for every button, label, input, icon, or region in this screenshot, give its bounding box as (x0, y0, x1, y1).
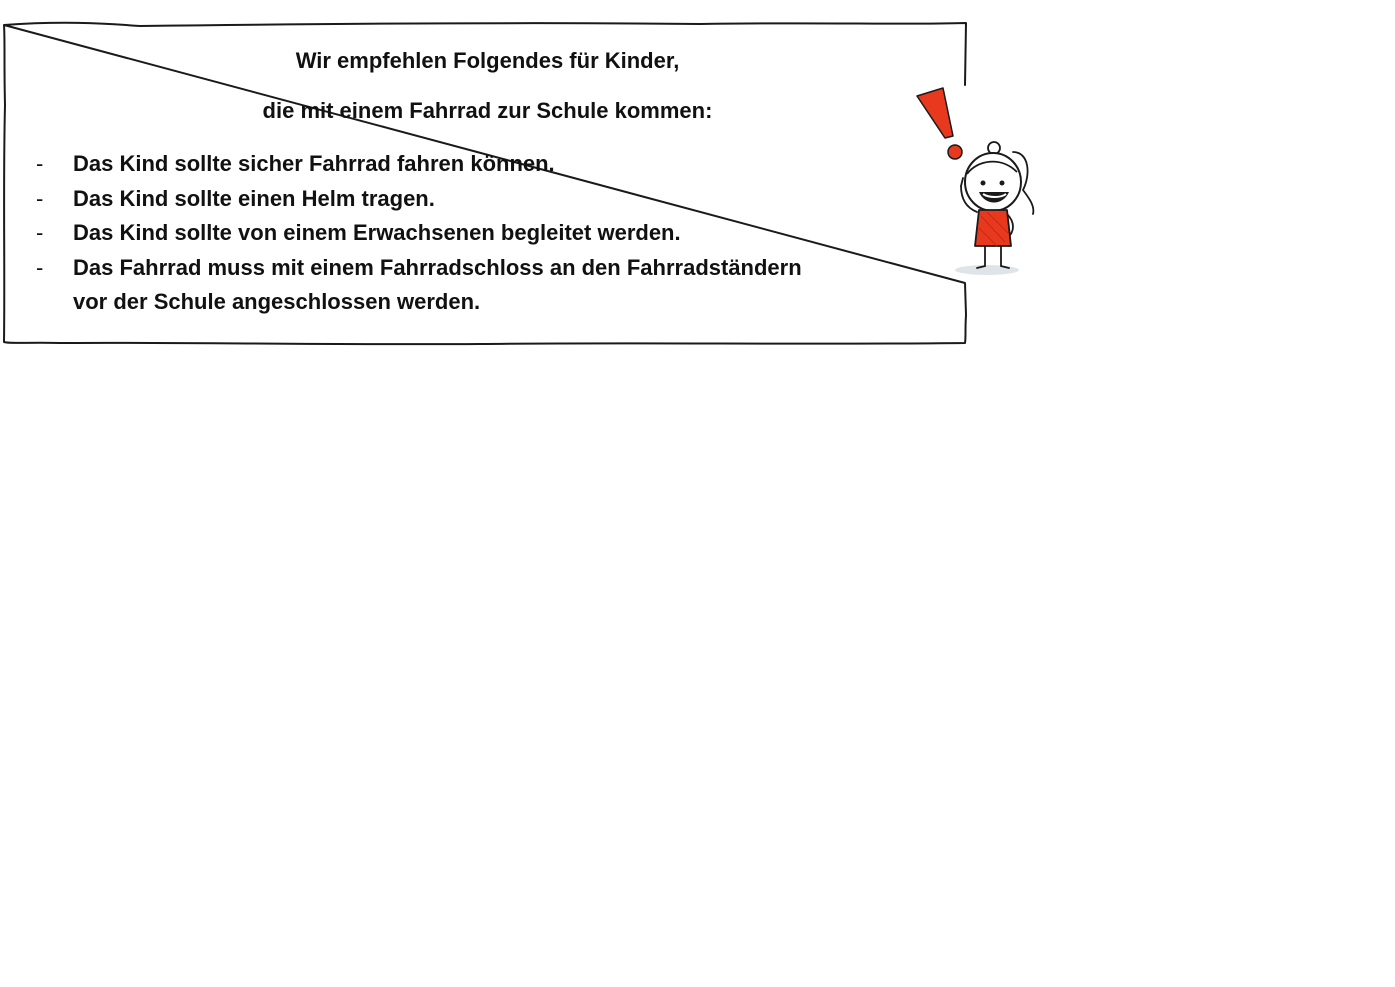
rule-text: Das Kind sollte sicher Fahrrad fahren können. (73, 151, 555, 176)
notice-box (0, 15, 975, 350)
bullet-dash: - (36, 185, 44, 211)
notice-heading-line-1: Wir empfehlen Folgendes für Kinder, (295, 48, 680, 73)
rule-text-continuation: vor der Schule angeschlossen werden. (73, 289, 481, 314)
notice-heading-line-2: die mit einem Fahrrad zur Schule kommen: (262, 98, 713, 123)
stick-figure-girl-with-exclamation-icon (905, 82, 1040, 282)
rule-item (36, 147, 916, 182)
bullet-dash: - (36, 220, 44, 245)
rule-text: Das Kind sollte einen Helm tragen. (73, 185, 435, 211)
rule-text: Das Kind sollte von einem Erwachsenen begleitet werden. (73, 220, 681, 245)
rule-list (36, 147, 916, 320)
rule-text: Das Fahrrad muss mit einem Fahrradschloss an den Fahrradständern (73, 254, 802, 280)
bullet-dash: - (36, 151, 44, 176)
bullet-dash: - (36, 254, 44, 280)
rule-item (36, 182, 916, 217)
rule-item (36, 251, 916, 320)
rule-item (36, 216, 916, 251)
